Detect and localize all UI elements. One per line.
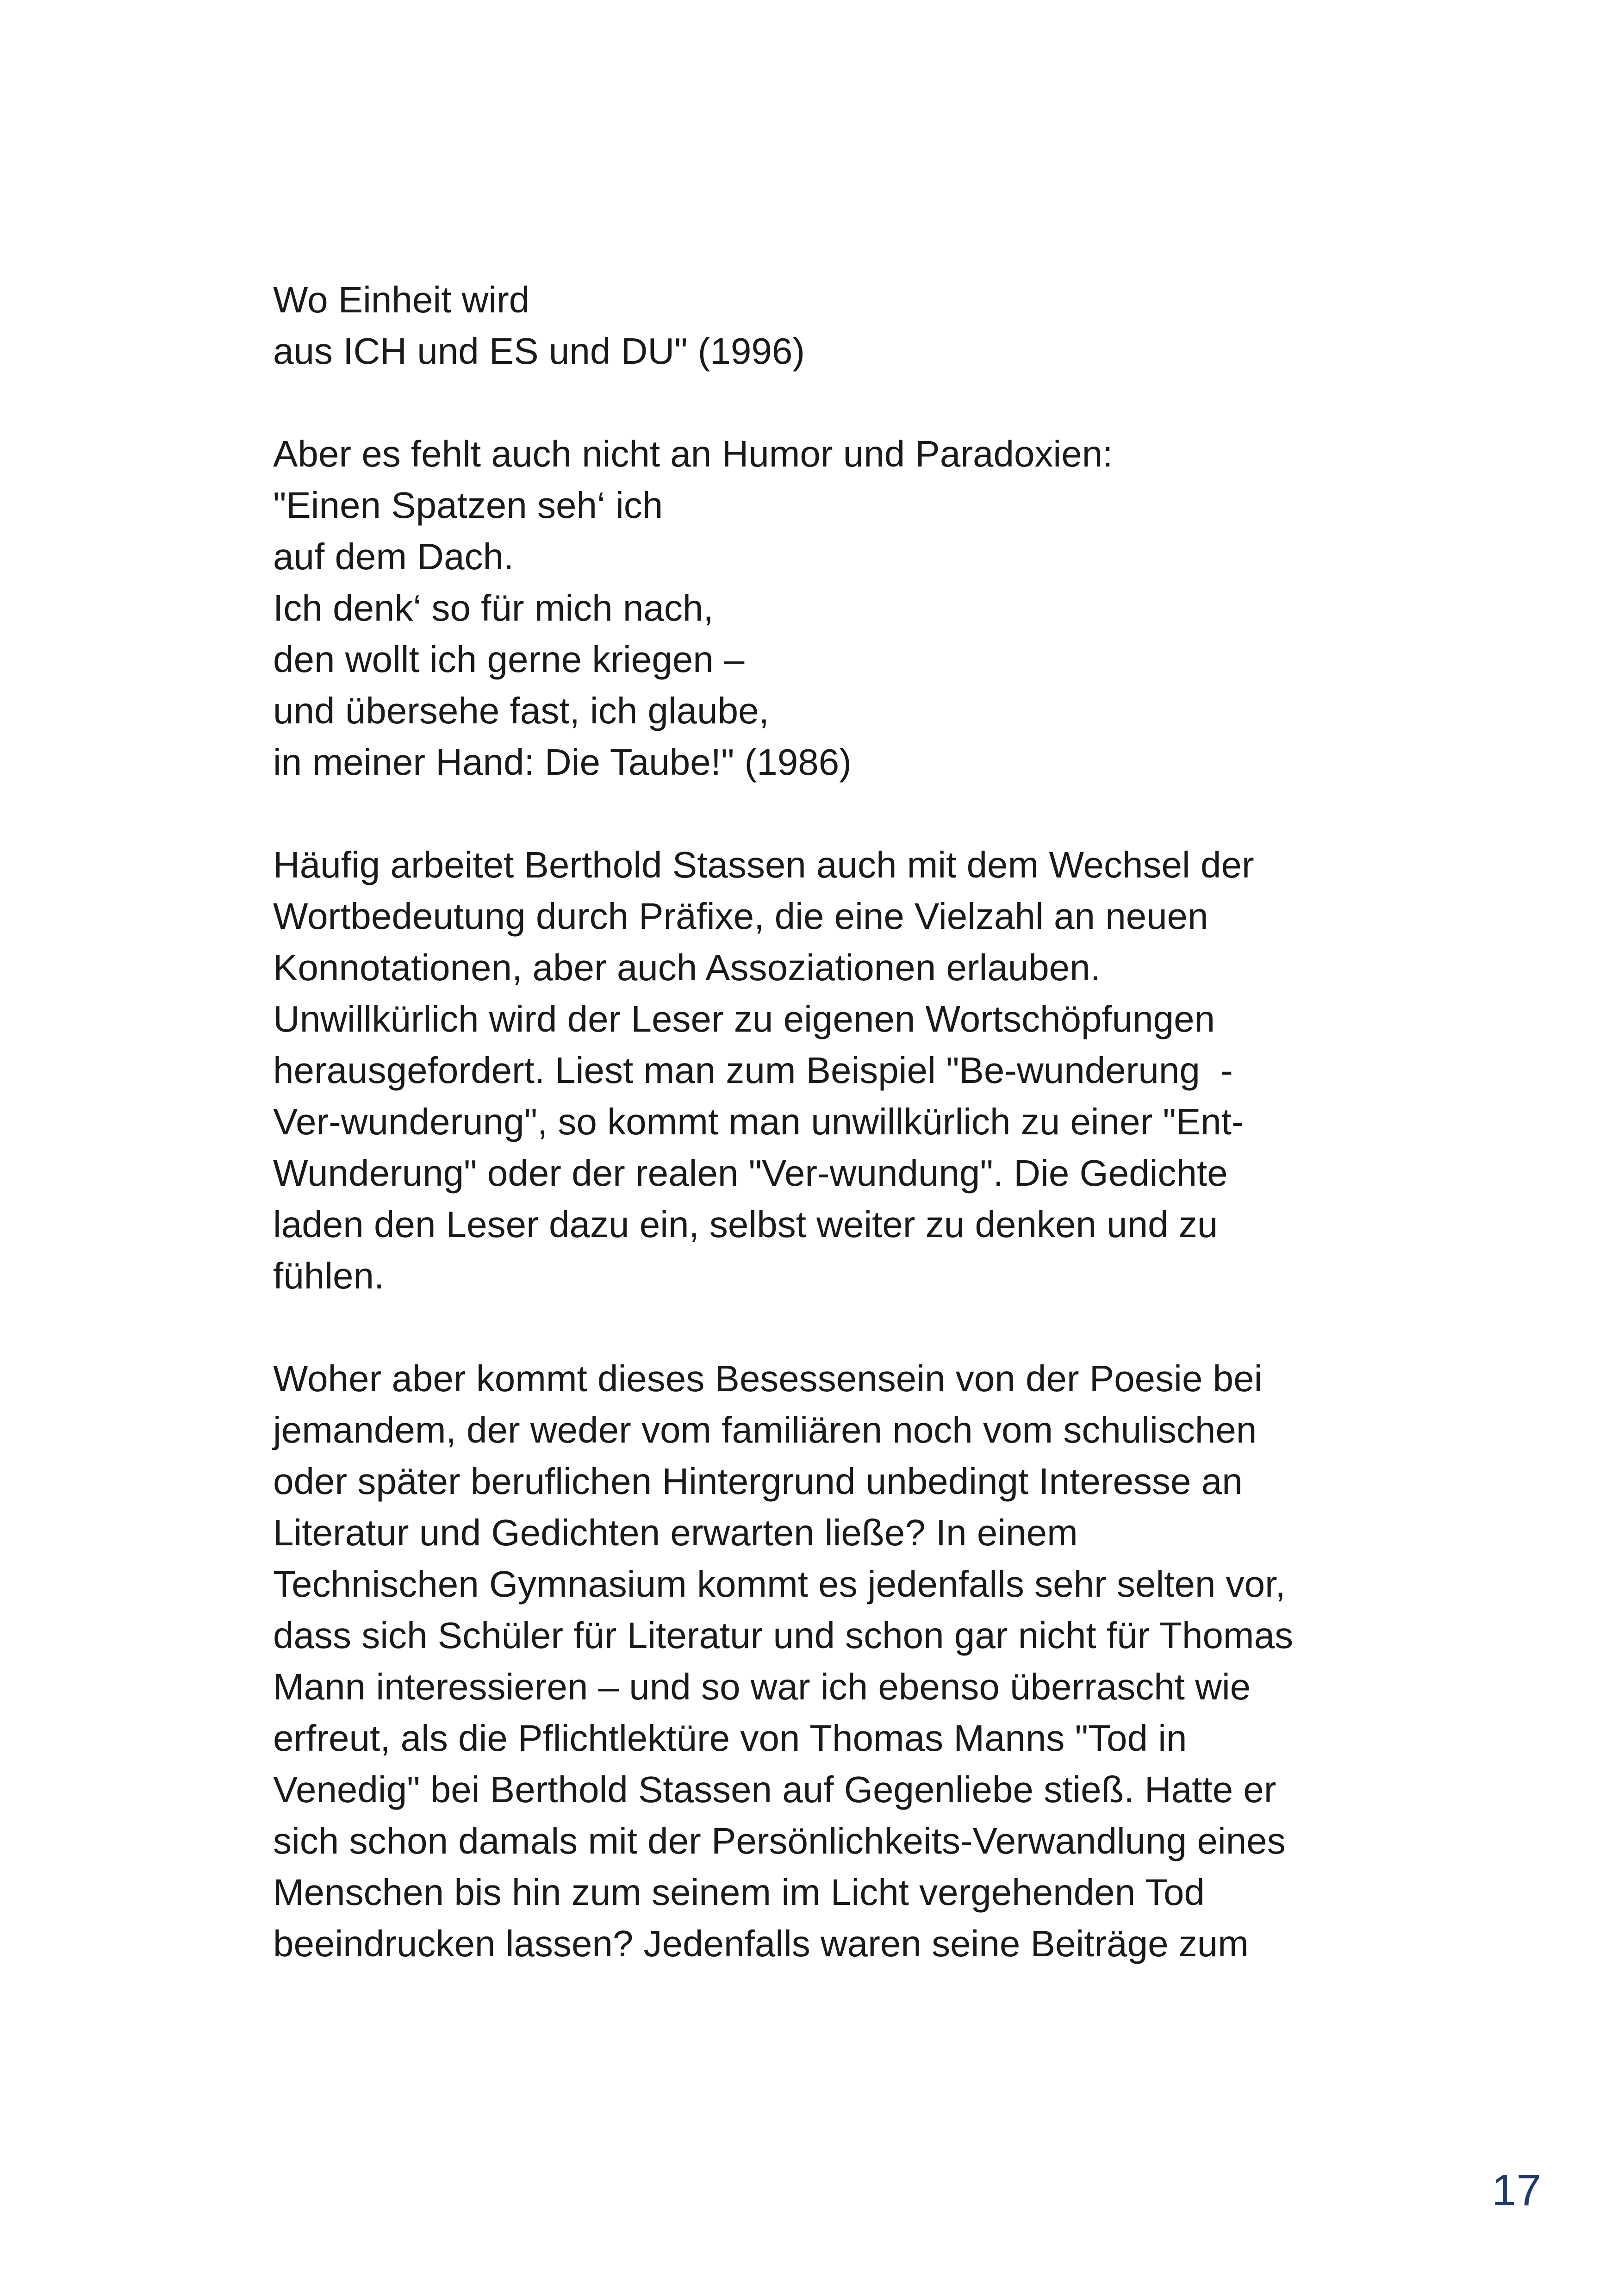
text-line: oder später beruflichen Hintergrund unbedingt Interesse an <box>273 1461 1243 1502</box>
text-line: jemandem, der weder vom familiären noch vom schulischen <box>273 1409 1257 1450</box>
paragraph-gap <box>273 788 1375 839</box>
text-line: und übersehe fast, ich glaube, <box>273 690 769 731</box>
text-line: aus ICH und ES und DU" (1996) <box>273 330 805 372</box>
paragraph <box>273 1353 1375 1969</box>
text-line: den wollt ich gerne kriegen – <box>273 639 745 680</box>
paragraph-gap <box>273 1301 1375 1353</box>
text-line: Ich denk‘ so für mich nach, <box>273 587 714 628</box>
text-line: Woher aber kommt dieses Besessensein von der Poesie bei <box>273 1358 1263 1399</box>
paragraph-gap <box>273 377 1375 428</box>
paragraph <box>273 839 1375 1301</box>
paragraph <box>273 428 1375 788</box>
text-line: Wo Einheit wird <box>273 279 530 320</box>
text-line: dass sich Schüler für Literatur und schon gar nicht für Thomas <box>273 1615 1294 1656</box>
text-line: beeindrucken lassen? Jedenfalls waren seine Beiträge zum <box>273 1923 1249 1964</box>
text-line: "Einen Spatzen seh‘ ich <box>273 485 663 526</box>
text-line: in meiner Hand: Die Taube!" (1986) <box>273 741 852 783</box>
text-line: fühlen. <box>273 1255 385 1296</box>
text-line: auf dem Dach. <box>273 536 514 577</box>
text-line: Wortbedeutung durch Präfixe, die eine Vielzahl an neuen <box>273 896 1208 937</box>
text-line: Unwillkürlich wird der Leser zu eigenen Wortschöpfungen <box>273 998 1215 1039</box>
text-line: Mann interessieren – und so war ich ebenso überrascht wie <box>273 1666 1251 1707</box>
text-line: erfreut, als die Pflichtlektüre von Thomas Manns "Tod in <box>273 1717 1187 1759</box>
text-line: Venedig" bei Berthold Stassen auf Gegenliebe stieß. Hatte er <box>273 1769 1276 1810</box>
text-line: Technischen Gymnasium kommt es jedenfalls sehr selten vor, <box>273 1563 1286 1605</box>
body-text <box>273 274 1375 1969</box>
text-line: Literatur und Gedichten erwarten ließe? In einem <box>273 1512 1078 1553</box>
text-line: Ver-wunderung", so kommt man unwillkürlich zu einer "Ent- <box>273 1101 1244 1142</box>
text-line: sich schon damals mit der Persönlichkeits-Verwandlung eines <box>273 1820 1286 1861</box>
page-number: 17 <box>1492 2165 1541 2215</box>
text-line: herausgefordert. Liest man zum Beispiel "Be-wunderung - <box>273 1050 1233 1091</box>
paragraph <box>273 274 1375 377</box>
text-line: Häufig arbeitet Berthold Stassen auch mit dem Wechsel der <box>273 844 1254 885</box>
text-line: Wunderung" oder der realen "Ver-wundung". Die Gedichte <box>273 1152 1228 1194</box>
text-line: Konnotationen, aber auch Assoziationen erlauben. <box>273 947 1101 988</box>
text-line: laden den Leser dazu ein, selbst weiter zu denken und zu <box>273 1204 1218 1245</box>
text-line: Aber es fehlt auch nicht an Humor und Paradoxien: <box>273 433 1113 474</box>
text-line: Menschen bis hin zum seinem im Licht vergehenden Tod <box>273 1872 1205 1913</box>
